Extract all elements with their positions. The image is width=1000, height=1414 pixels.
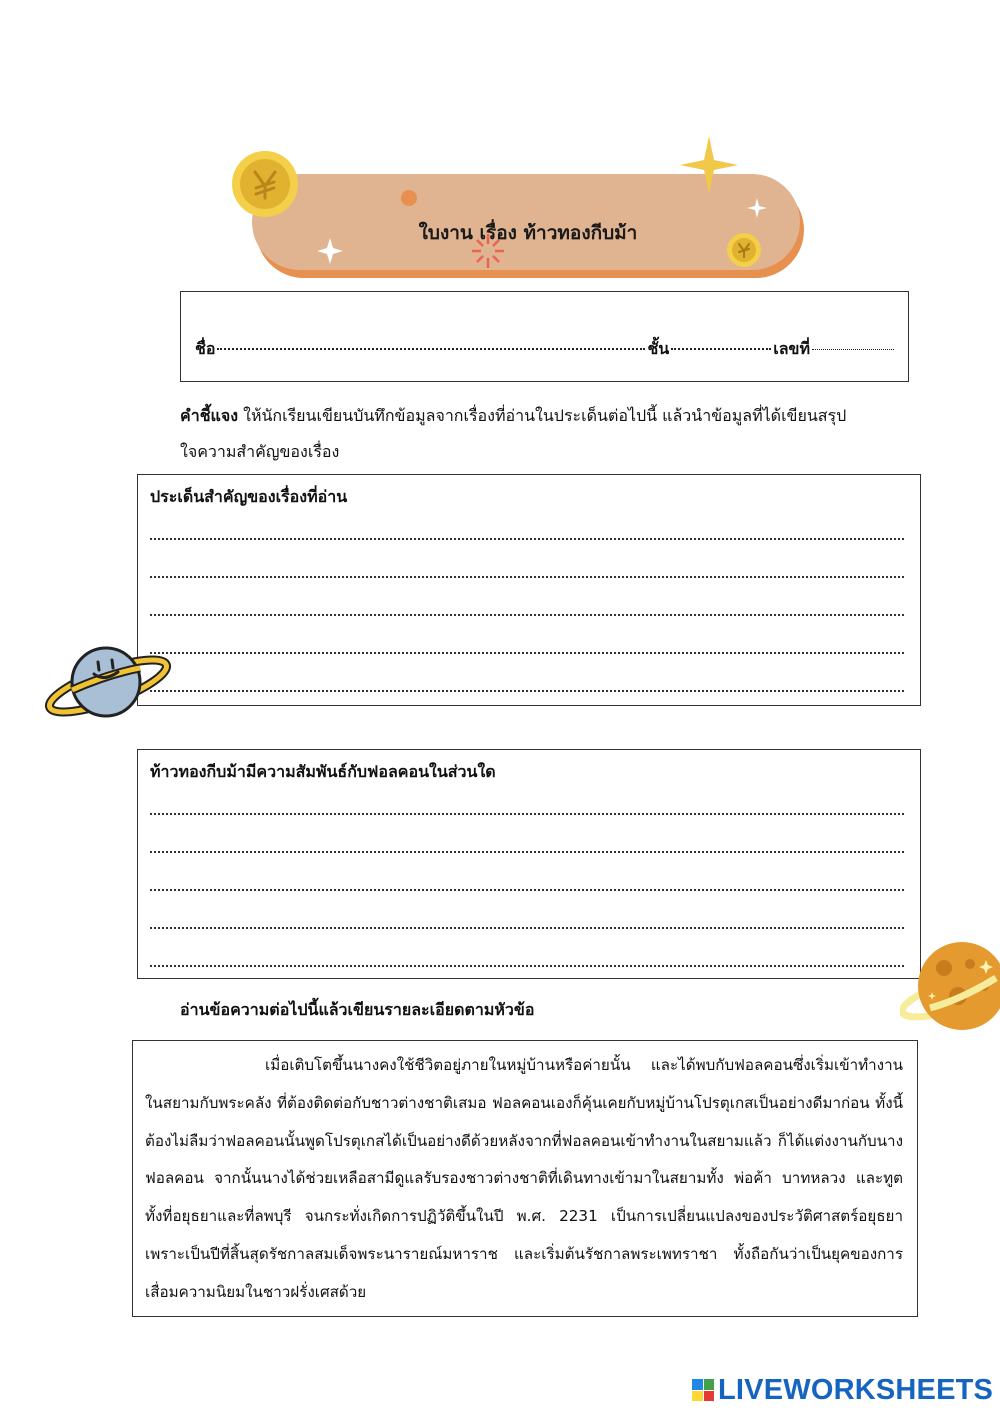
class-label: ชั้น [647,339,670,358]
planet-smiley-icon [42,640,172,724]
answer-line[interactable] [150,851,904,853]
question-box-1 [137,474,921,706]
instructions-label: คำชี้แจง [180,406,239,425]
worksheet-title: ใบงาน เรื่อง ท้าวทองกีบม้า [418,222,638,244]
answer-line[interactable] [150,889,904,891]
liveworksheets-logo-icon [692,1379,714,1401]
name-label: ชื่อ [195,339,216,358]
reading-passage [145,1047,903,1312]
answer-line[interactable] [150,652,904,654]
answer-line[interactable] [150,614,904,616]
reading-task-label: อ่านข้อความต่อไปนี้แล้วเขียนรายละเอียดตามหัวข้อ [180,1000,535,1019]
answer-line[interactable] [150,965,904,967]
answer-line[interactable] [150,813,904,815]
answer-line[interactable] [150,927,904,929]
instructions [180,398,900,470]
dot-icon [401,190,417,206]
question-label: ท้าวทองกีบม้ามีความสัมพันธ์กับฟอลคอนในส่วนใด [150,762,496,781]
name-field[interactable] [217,347,645,350]
class-field[interactable] [671,347,771,350]
answer-line[interactable] [150,538,904,540]
answer-line[interactable] [150,576,904,578]
coin-icon [231,150,299,218]
number-field[interactable] [812,348,894,350]
brand-name: LIVEWORKSHEETS [718,1373,994,1406]
answer-line[interactable] [150,690,904,692]
student-info-box [180,291,909,382]
instructions-text: ให้นักเรียนเขียนบันทึกข้อมูลจากเรื่องที่อ่านในประเด็นต่อไปนี้ แล้วนำข้อมูลที่ได้เขียนสรุป [238,406,847,425]
liveworksheets-logo [692,1373,993,1407]
sparkle-icon [680,136,738,194]
planet-orange-icon [900,938,1000,1038]
passage-text: เมื่อเติบโตขึ้นนางคงใช้ชีวิตอยู่ภายในหมู่บ้านหรือค่ายนั้น และได้พบกับฟอลคอนซึ่งเริ่มเข้าทำงานในสยามกับพระคลัง ที่ต้องติดต่อกับชาวต่างชาติเสมอ ฟอลคอนเองก็คุ้นเคยกับหมู่บ้านโปรตุเกสเป็นอย่างดีมาก่อน ทั้งนี้ต้องไม่ลืมว่าฟอลคอนนั้นพูดโปรตุเกสได้เป็นอย่างดีด้วยหลังจากที่ฟอลคอนเข้าทำงานในสยามแล้ว ก็ได้แต่งงานกับนางฟอลคอน จากนั้นนางได้ช่วยเหลือสามีดูแลรับรองชาวต่างชาติที่เดินทางเข้ามาในสยามทั้ง พ่อค้า บาทหลวง และทูต ทั้งที่อยุธยาและที่ลพบุรี จนกระทั่งเกิดการปฏิวัติขึ้นในปี พ.ศ. 2231 เป็นการเปลี่ยนแปลงของประวัติศาสตร์อยุธยา เพราะเป็นปีที่สิ้นสุดรัชกาลสมเด็จพระนารายณ์มหาราช และเริ่มต้นรัชกาลพระเพทราชา ทั้งถือกันว่าเป็นยุคของการเสื่อมความนิยมในชาวฝรั่งเศสด้วย [145,1056,903,1301]
number-label: เลขที่ [773,339,810,358]
question-box-2 [137,749,921,979]
instructions-text-2: ใจความสำคัญของเรื่อง [180,442,340,461]
reading-passage-box [132,1040,918,1317]
question-label: ประเด็นสำคัญของเรื่องที่อ่าน [150,487,348,506]
